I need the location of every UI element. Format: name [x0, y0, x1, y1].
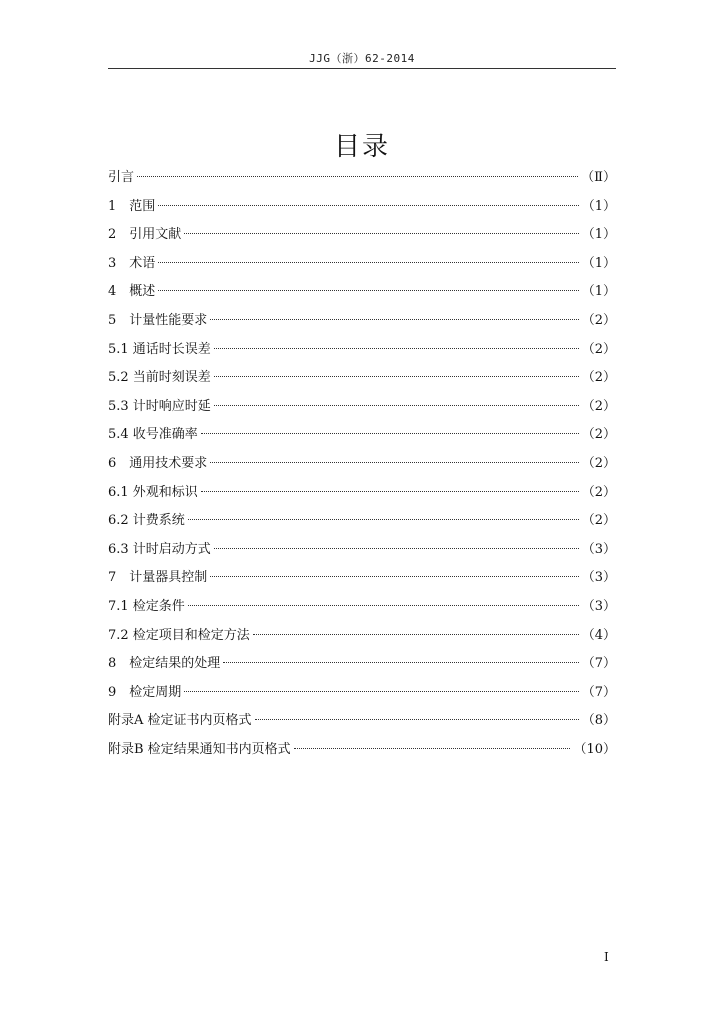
leader-dots [158, 262, 578, 263]
leader-dots [201, 491, 579, 492]
toc-entry-label: 8 检定结果的处理 [108, 656, 221, 672]
toc-entry-page: （7） [581, 684, 616, 700]
leader-dots [158, 290, 578, 291]
toc-entry[interactable] [108, 336, 616, 365]
leader-dots [188, 519, 579, 520]
toc-entry[interactable] [108, 193, 616, 222]
leader-dots [184, 233, 578, 234]
toc-entry-label: 6.3 计时启动方式 [108, 541, 211, 557]
toc-entry[interactable] [108, 364, 616, 393]
toc-entry-page: （1） [581, 284, 616, 300]
toc-entry-label: 6.1 外观和标识 [108, 484, 198, 500]
toc-entry[interactable] [108, 536, 616, 565]
toc-entry-label: 引言 [108, 170, 135, 185]
toc-entry-label: 6.2 计费系统 [108, 513, 185, 529]
leader-dots [253, 634, 579, 635]
toc-entry[interactable] [108, 221, 616, 250]
toc-entry[interactable] [108, 507, 616, 536]
toc-entry-page: （2） [581, 513, 616, 529]
toc-entry-label: 5.3 计时响应时延 [108, 398, 211, 414]
toc-entry-label: 2 引用文献 [108, 227, 182, 243]
toc-entry-label: 附录B 检定结果通知书内页格式 [108, 741, 291, 757]
toc-entry[interactable] [108, 421, 616, 450]
leader-dots [294, 748, 571, 749]
running-header: JJG（浙）62-2014 [309, 52, 415, 65]
toc-entry[interactable] [108, 278, 616, 307]
leader-dots [214, 548, 579, 549]
toc-entry[interactable] [108, 650, 616, 679]
leader-dots [210, 319, 578, 320]
toc-entry-label: 3 术语 [108, 255, 156, 271]
toc-entry-label: 1 范围 [108, 198, 156, 214]
toc-entry[interactable] [108, 593, 616, 622]
toc-entry-page: （3） [581, 570, 616, 586]
toc-entry-page: （2） [581, 455, 616, 471]
leader-dots [184, 691, 578, 692]
toc-entry-label: 6 通用技术要求 [108, 455, 208, 471]
leader-dots [214, 348, 579, 349]
toc-entry-page: （7） [581, 656, 616, 672]
toc-entry-page: （2） [581, 370, 616, 386]
toc-entry-label: 5.1 通话时长误差 [108, 341, 211, 357]
toc-entry[interactable] [108, 479, 616, 508]
leader-dots [158, 205, 578, 206]
toc-entry[interactable] [108, 622, 616, 651]
toc-entry[interactable] [108, 736, 616, 765]
toc-entry-page: （2） [581, 427, 616, 443]
toc-entry-page: （Ⅱ） [581, 170, 616, 185]
toc-entry-label: 附录A 检定证书内页格式 [108, 713, 252, 729]
table-of-contents [108, 164, 616, 764]
toc-entry-label: 9 检定周期 [108, 684, 182, 700]
toc-entry-page: （3） [581, 541, 616, 557]
toc-entry-page: （1） [581, 198, 616, 214]
toc-entry-page: （2） [581, 398, 616, 414]
leader-dots [214, 376, 579, 377]
toc-entry-label: 4 概述 [108, 284, 156, 300]
toc-entry-page: （1） [581, 227, 616, 243]
toc-entry[interactable] [108, 707, 616, 736]
toc-entry-label: 5.4 收号准确率 [108, 427, 198, 443]
toc-entry[interactable] [108, 164, 616, 193]
toc-entry-label: 7.2 检定项目和检定方法 [108, 627, 250, 643]
toc-entry-page: （2） [581, 484, 616, 500]
leader-dots [210, 462, 578, 463]
toc-entry-page: （2） [581, 341, 616, 357]
leader-dots [255, 719, 579, 720]
toc-entry[interactable] [108, 679, 616, 708]
toc-entry-page: （2） [581, 312, 616, 328]
leader-dots [223, 662, 578, 663]
toc-entry-page: （8） [581, 713, 616, 729]
page-number: I [604, 950, 609, 964]
toc-entry-label: 7.1 检定条件 [108, 598, 185, 614]
toc-entry-page: （4） [581, 627, 616, 643]
toc-entry-page: （1） [581, 255, 616, 271]
toc-entry[interactable] [108, 250, 616, 279]
toc-entry-label: 7 计量器具控制 [108, 570, 208, 586]
leader-dots [201, 433, 579, 434]
leader-dots [137, 176, 578, 177]
page-title: 目录 [333, 132, 390, 162]
leader-dots [210, 576, 578, 577]
toc-entry-label: 5.2 当前时刻误差 [108, 370, 211, 386]
toc-entry[interactable] [108, 393, 616, 422]
toc-entry[interactable] [108, 450, 616, 479]
toc-entry[interactable] [108, 307, 616, 336]
toc-entry[interactable] [108, 564, 616, 593]
toc-entry-page: （3） [581, 598, 616, 614]
leader-dots [214, 405, 579, 406]
leader-dots [188, 605, 579, 606]
toc-entry-label: 5 计量性能要求 [108, 312, 208, 328]
header-rule [108, 68, 616, 69]
toc-entry-page: （10） [573, 741, 616, 757]
